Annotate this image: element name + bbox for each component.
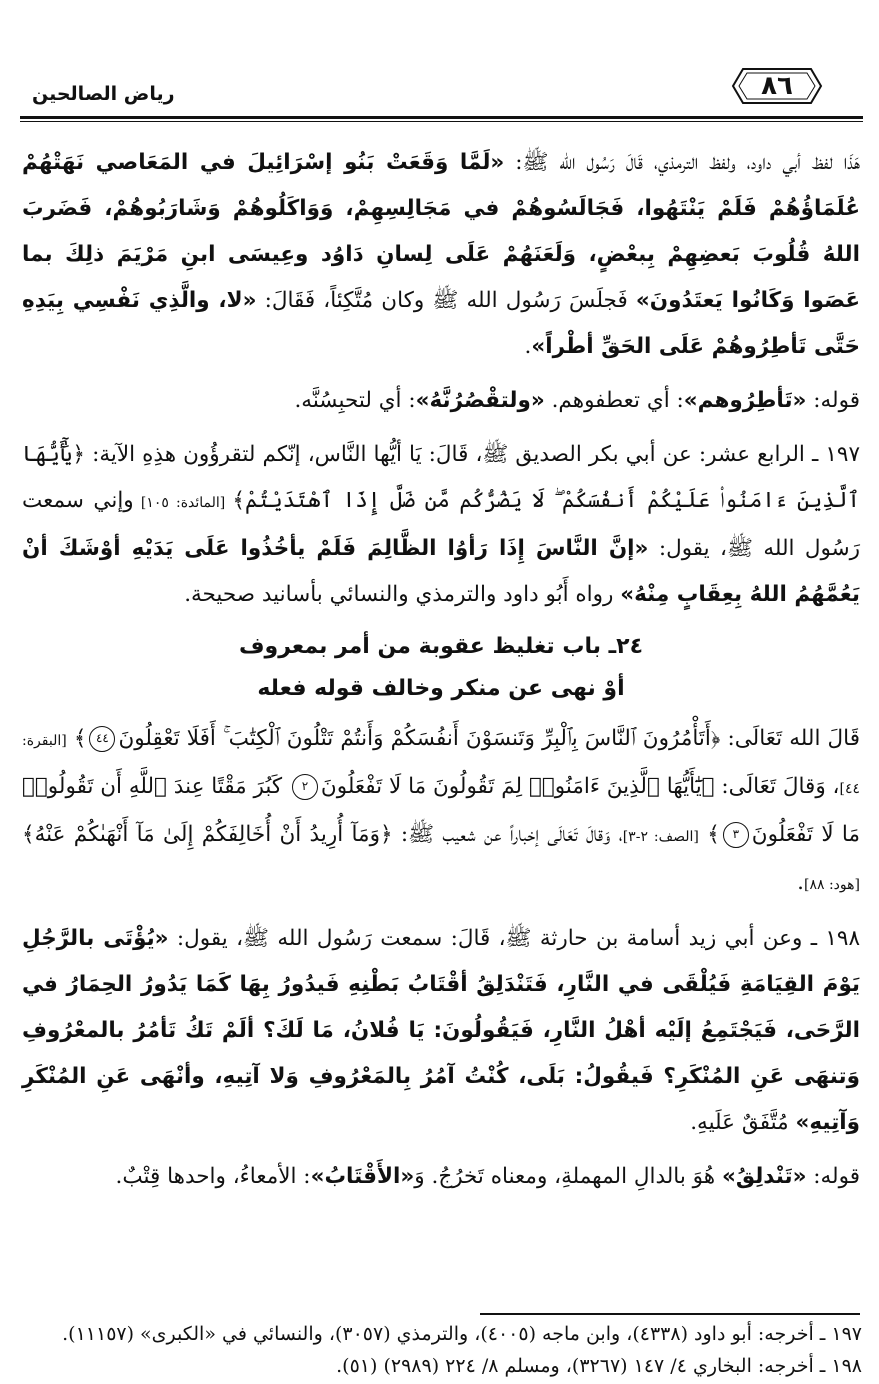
footnotes [40, 1318, 862, 1382]
ayah-number-marker: ٢ [292, 774, 318, 800]
page-number-badge [731, 67, 823, 105]
paragraph-gloss-196: قوله: «تَأطِرُوهم»: أي تعطفوهم. «ولتقْصُرُنَّهُ»: أي لتحبِسُنَّه. [294, 388, 860, 413]
chapter-heading-line-1: ٢٤ـ باب تغليظ عقوبة من أمر بمعروف [238, 634, 644, 659]
paragraph-hadith-196-cont: هَذَا لفظ أبي داود، ولفظ الترمذي، قَالَ رَسُول الله ﷺ: «لَمَّا وَقَعَتْ بَنُو إسْرَائِيلَ في المَعَاصي نَهَتْهُمْ عُلَمَاؤُهُمْ فَلَمْ يَنْتَهُوا، فَجَالَسُوهُمْ في مَجَالِسِهِمْ، وَوَاكَلُوهُمْ وَشَارَبُوهُمْ، فَضَربَ اللهُ قُلُوبَ بَعضِهِمْ بِبعْضٍ، وَلَعَنَهُمْ عَلَى لِسانِ دَاوُد وعِيسَى ابنِ مَرْيَمَ ذلِكَ بما عَصَوا وَكَانُوا يَعتَدُونَ» فَجلَسَ رَسُول الله ﷺ وكان مُتَّكِئاً، فَقَالَ: «لا، والَّذِي نَفْسِي بِيَدِهِ حَتَّى تَأطِرُوهُمْ عَلَى الحَقِّ أطْراً». [22, 150, 861, 359]
paragraph-hadith-198: ١٩٨ ـ وعن أبي زيد أسامة بن حارثة ﷺ، قَالَ: سمعت رَسُول الله ﷺ، يقول: «يُؤْتَى بالرَّجُلِ يَوْمَ القِيَامَةِ فَيُلْقَى في النَّارِ، فَتَنْدَلِقُ أقْتَابُ بَطْنِهِ فَيدُورُ بِهَا كَمَا يَدُورُ الحِمَارُ في الرَّحَى، فَيَجْتَمِعُ إلَيْه أهْلُ النَّارِ، فَيَقُولُونَ: يَا فُلانُ، مَا لَكَ؟ ألَمْ تَكُ تَأمُرُ بالمعْرُوفِ وَتنهَى عَنِ المُنْكَرِ؟ فَيقُولُ: بَلَى، كُنْتُ آمُرُ بِالمَعْرُوفِ وَلا آتِيهِ، وأنْهَى عَنِ المُنْكَرِ وَآتِيهِ» مُتَّفَقٌ عَلَيهِ. [22, 926, 861, 1135]
paragraph-hadith-197: ١٩٧ ـ الرابع عشر: عن أبي بكر الصديق ﷺ، قَالَ: يَا أيُّها النَّاس، إنّكم لتقرؤُون هذِهِ الآية: ﴿يَٰٓأَيُّهَا ٱلَّذِينَ ءَامَنُوا۟ عَلَيْكُمْ أَنفُسَكُمْ ۖ لَا يَضُرُّكُم مَّن ضَلَّ إِذَا ٱهْتَدَيْتُمْ﴾ [المائدة: ١٠٥] وإني سمعت رَسُول الله ﷺ، يقول: «إنَّ النَّاسَ إِذَا رَأوُا الظَّالِمَ فَلَمْ يأخُذُوا عَلَى يَدَيْهِ أوْشَكَ أنْ يَعُمَّهُمُ اللهُ بِعِقَابٍ مِنْهُ» رواه أَبُو داود والترمذي والنسائي بأسانيد صحيحة. [22, 442, 861, 607]
paragraph-gloss-198: قوله: «تَنْدلِقُ» هُوَ بالدالِ المهملةِ، ومعناه تَخرُجُ. وَ«الأَقْتَابُ»: الأمعاءُ، واحدها قِتْبٌ. [115, 1164, 860, 1189]
main-text [22, 140, 860, 1208]
running-title: رياض الصالحين [32, 83, 175, 105]
page-number: ٨٦ [761, 71, 793, 101]
ayah-number-marker: ٤٤ [89, 726, 115, 752]
footnote-197: ١٩٧ ـ أخرجه: أبو داود (٤٣٣٨)، وابن ماجه (٤٠٠٥)، والترمذي (٣٠٥٧)، والنسائي في «الكبرى» (١١١٥٧). [62, 1323, 862, 1345]
paragraph-quran-verses: قَالَ الله تَعَالَى: ﴿أَتَأْمُرُونَ ٱلنَّاسَ بِٱلْبِرِّ وَتَنسَوْنَ أَنفُسَكُمْ وَأَنتُمْ تَتْلُونَ ٱلْكِتَٰبَ ۚ أَفَلَا تَعْقِلُونَ٤٤﴾ [البقرة: ٤٤]، وَقالَ تَعَالَى: ﴿يَٰٓأَيُّهَا ٱلَّذِينَ ءَامَنُوا۟ لِمَ تَقُولُونَ مَا لَا تَفْعَلُونَ٢ كَبُرَ مَقْتًا عِندَ ٱللَّهِ أَن تَقُولُوا۟ مَا لَا تَفْعَلُونَ٣﴾ [الصف: ٢-٣]، وَقالَ تَعَالَى إخباراً عن شعيب ﷺ: ﴿وَمَآ أُرِيدُ أَنْ أُخَالِفَكُمْ إِلَىٰ مَآ أَنْهَىٰكُمْ عَنْهُ﴾ [هود: ٨٨]. [22, 726, 860, 895]
footnote-198: ١٩٨ ـ أخرجه: البخاري ٤/ ١٤٧ (٣٢٦٧)، ومسلم ٨/ ٢٢٤ (٢٩٨٩) (٥١). [336, 1355, 862, 1377]
page-header [20, 55, 863, 115]
ayah-number-marker: ٣ [723, 822, 749, 848]
footnote-divider [480, 1313, 860, 1315]
chapter-heading-line-2: أوْ نهى عن منكر وخالف قوله فعله [257, 676, 625, 701]
header-divider [20, 116, 863, 122]
